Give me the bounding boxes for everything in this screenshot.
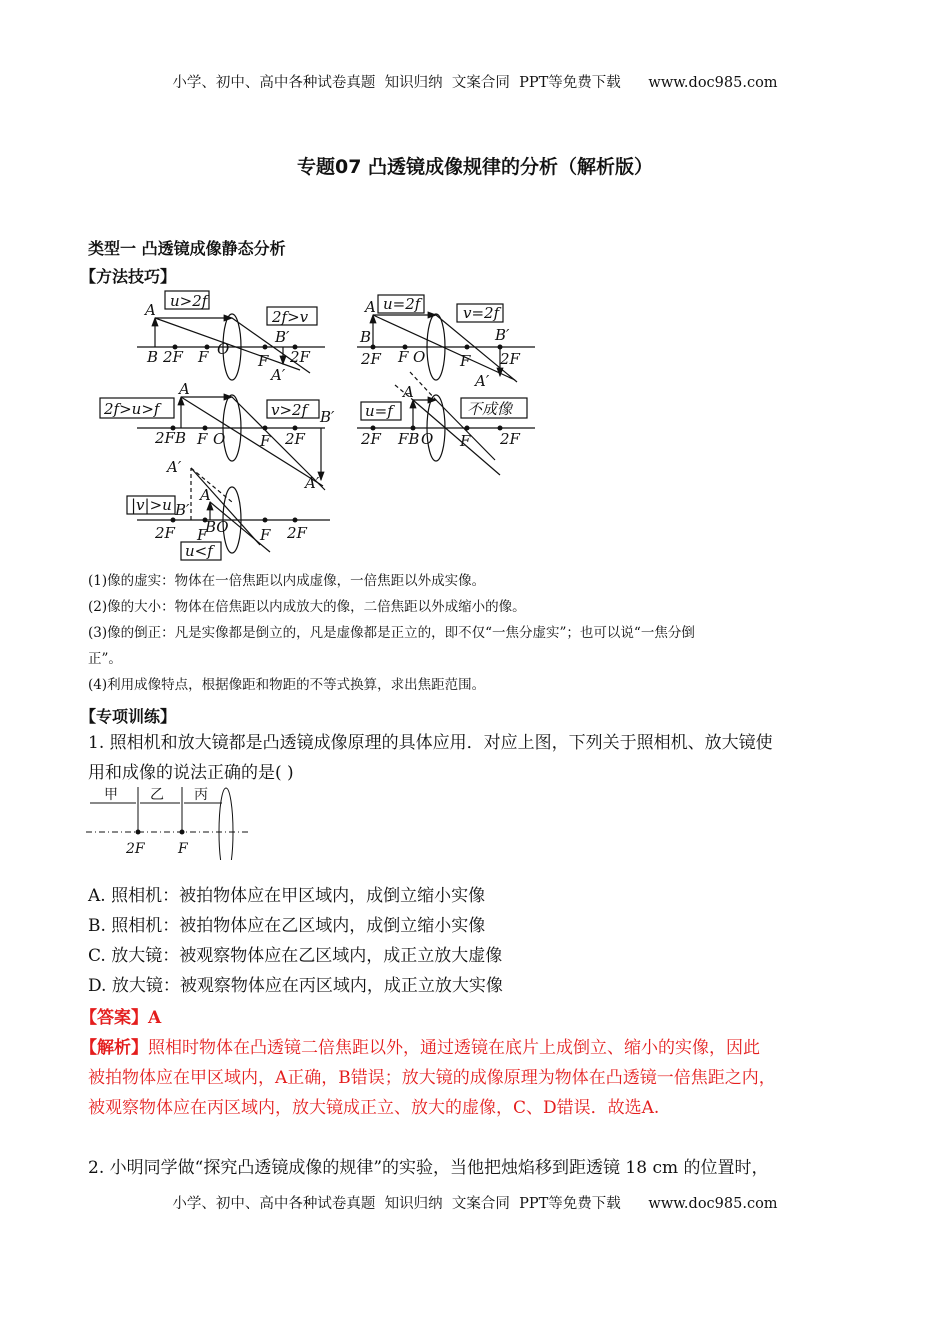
- region-yi: 乙: [150, 787, 164, 803]
- d3-box1: 2f>u>f: [104, 400, 160, 418]
- label: A′: [271, 366, 286, 384]
- page-header: 小学、初中、高中各种试卷真题 知识归纳 文案合同 PPT等免费下载 www.doc985.com: [172, 75, 778, 91]
- label: F: [398, 348, 409, 366]
- option-c[interactable]: C. 放大镜：被观察物体应在乙区域内，成正立放大虚像: [88, 946, 503, 966]
- label: 2F: [500, 430, 520, 448]
- page-footer: 小学、初中、高中各种试卷真题 知识归纳 文案合同 PPT等免费下载 www.doc985.com: [172, 1196, 778, 1212]
- label: 2F: [285, 430, 305, 448]
- label: O: [413, 348, 426, 366]
- q1-analysis: [80, 1033, 880, 1123]
- axis-f: F: [178, 841, 188, 857]
- q1-stem: 1. 照相机和放大镜都是凸透镜成像原理的具体应用．对应上图，下列关于照相机、放大镜使: [88, 733, 773, 753]
- label: F: [260, 526, 271, 544]
- label: 2F: [361, 350, 381, 368]
- label: A: [403, 383, 414, 401]
- region-bing: 丙: [194, 787, 208, 803]
- option-d[interactable]: D. 放大镜：被观察物体应在丙区域内，成正立放大实像: [88, 976, 503, 996]
- tip-item: (2)像的大小：物体在倍焦距以内成放大的像，二倍焦距以外成缩小的像。: [88, 599, 526, 615]
- label: O: [217, 340, 230, 358]
- label: A′: [305, 474, 320, 492]
- training-heading: 【专项训练】: [80, 707, 177, 726]
- label: B: [147, 348, 159, 366]
- label: B′: [495, 326, 510, 344]
- tip-item: 正”。: [88, 651, 122, 667]
- analysis-label: 【解析】: [80, 1038, 148, 1058]
- label: O: [213, 430, 226, 448]
- tip-item: (1)像的虚实：物体在一倍焦距以内成虚像，一倍焦距以外成实像。: [88, 573, 486, 589]
- d2-box1: u=2f: [383, 295, 421, 313]
- label: O: [421, 430, 434, 448]
- d5-box2: u<f: [185, 542, 213, 560]
- d4-box2: 不成像: [467, 400, 513, 418]
- tips-list: [88, 568, 868, 698]
- label: BO: [205, 518, 229, 536]
- label: A: [365, 298, 376, 316]
- label: A: [145, 301, 156, 319]
- page-title: 专题07 凸透镜成像规律的分析（解析版）: [296, 156, 654, 178]
- q1-options: [88, 881, 878, 1001]
- label: F: [460, 352, 471, 370]
- label: 2F: [155, 524, 175, 542]
- d5-box1: |v|>u: [131, 496, 172, 514]
- label: A′: [167, 458, 182, 476]
- method-heading: 【方法技巧】: [80, 267, 177, 286]
- region-jia: 甲: [104, 787, 118, 803]
- label: B′: [175, 501, 190, 519]
- label: A: [179, 380, 190, 398]
- lens-imaging-diagram: [95, 290, 545, 570]
- label: 2F: [290, 348, 310, 366]
- label: F: [198, 348, 209, 366]
- tip-item: (4)利用成像特点，根据像距和物距的不等式换算，求出焦距范围。: [88, 677, 486, 693]
- d3-box2: v>2f: [271, 401, 308, 419]
- q1-stem: 用和成像的说法正确的是( ): [88, 763, 294, 783]
- label: 2F: [500, 350, 520, 368]
- label: B′: [275, 328, 290, 346]
- option-b[interactable]: B. 照相机：被拍物体应在乙区域内，成倒立缩小实像: [88, 916, 486, 936]
- label: F: [460, 432, 471, 450]
- d4-box1: u=f: [365, 402, 393, 420]
- question-1: [88, 728, 878, 788]
- label: A′: [475, 372, 490, 390]
- q2-stem: 2. 小明同学做“探究凸透镜成像的规律”的实验，当他把烛焰移到距透镜 18 cm 的位置时，: [88, 1158, 769, 1178]
- label: F: [197, 526, 208, 544]
- label: 2FB: [155, 429, 186, 447]
- d1-box2: 2f>v: [272, 308, 309, 326]
- tip-item: (3)像的倒正：凡是实像都是倒立的，凡是虚像都是正立的，即不仅“一焦分虚实”；也可以说“一焦分倒: [88, 625, 695, 641]
- label: 2F: [163, 348, 183, 366]
- q1-answer: [80, 1003, 161, 1033]
- analysis-text: 被观察物体应在丙区域内，放大镜成正立、放大的虚像，C、D错误．故选A.: [88, 1098, 660, 1118]
- analysis-text: 照相时物体在凸透镜二倍焦距以外，通过透镜在底片上成倒立、缩小的实像，因此: [148, 1038, 760, 1058]
- label: 2F: [287, 524, 307, 542]
- d1-box1: u>2f: [170, 292, 208, 310]
- label: F: [260, 432, 271, 450]
- d2-box2: v=2f: [463, 304, 500, 322]
- option-a[interactable]: A. 照相机：被拍物体应在甲区域内，成倒立缩小实像: [88, 886, 486, 906]
- label: A: [200, 486, 211, 504]
- answer-label: 【答案】: [80, 1008, 148, 1028]
- analysis-text: 被拍物体应在甲区域内，A正确，B错误；放大镜的成像原理为物体在凸透镜一倍焦距之内，: [88, 1068, 776, 1088]
- label: FB: [398, 430, 420, 448]
- label: B: [360, 328, 372, 346]
- label: B′: [320, 408, 335, 426]
- label: F: [258, 352, 269, 370]
- answer-value: A: [148, 1008, 162, 1028]
- q1-region-figure: [86, 785, 256, 860]
- axis-2f: 2F: [126, 841, 145, 857]
- section-type1-heading: 类型一 凸透镜成像静态分析: [88, 239, 286, 258]
- label: F: [197, 430, 208, 448]
- label: 2F: [361, 430, 381, 448]
